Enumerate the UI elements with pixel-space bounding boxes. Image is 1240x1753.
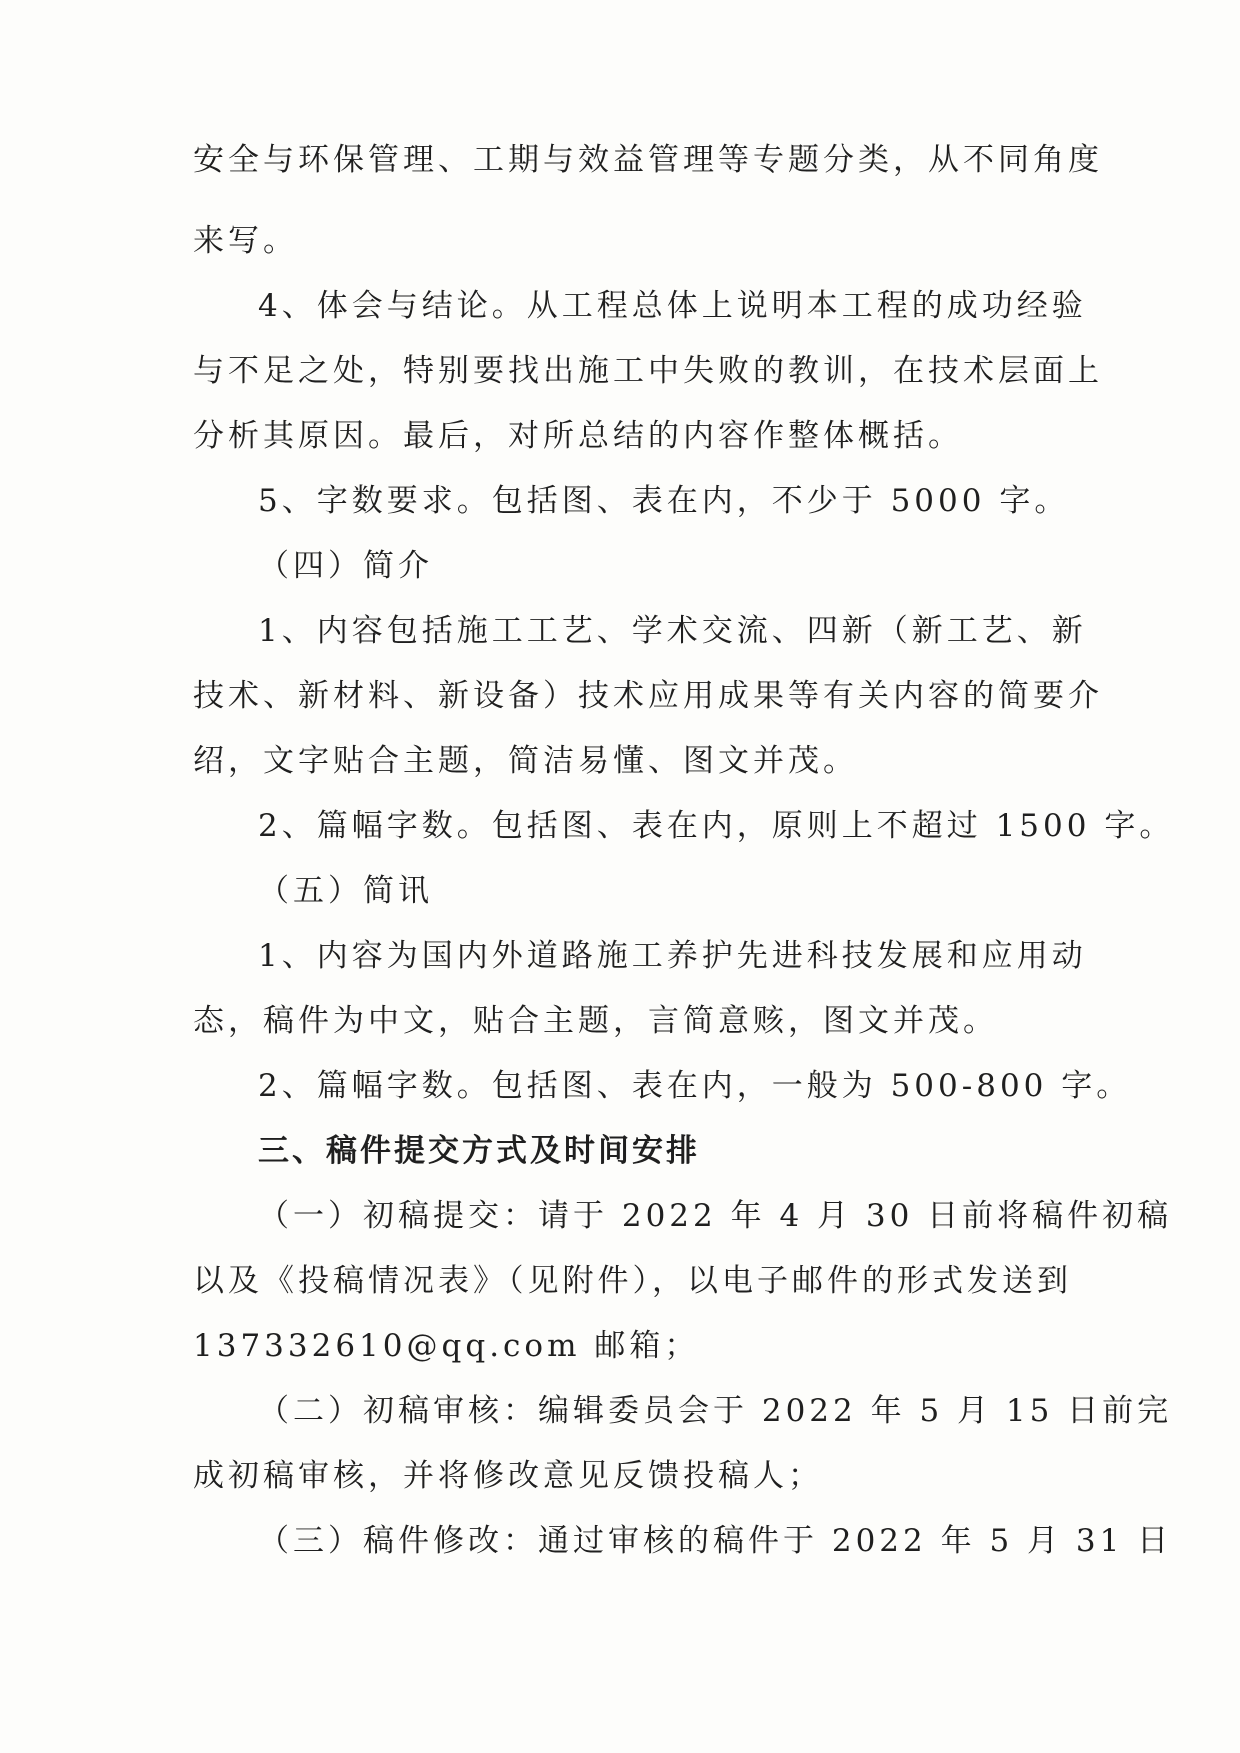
section-heading-news: （五）简讯	[258, 873, 433, 909]
line-14: 态，稿件为中文，贴合主题，言简意赅，图文并茂。	[193, 1003, 998, 1039]
line-6: 5、字数要求。包括图、表在内，不少于 5000 字。	[258, 483, 1070, 519]
line-13: 1、内容为国内外道路施工养护先进科技发展和应用动	[258, 938, 1087, 974]
line-1: 安全与环保管理、工期与效益管理等专题分类，从不同角度	[193, 142, 1103, 178]
line-2: 来写。	[193, 223, 298, 259]
line-21: 成初稿审核，并将修改意见反馈投稿人；	[193, 1458, 823, 1494]
line-5: 分析其原因。最后，对所总结的内容作整体概括。	[193, 418, 963, 454]
line-3: 4、体会与结论。从工程总体上说明本工程的成功经验	[258, 288, 1087, 324]
line-9: 技术、新材料、新设备）技术应用成果等有关内容的简要介	[193, 678, 1103, 714]
line-20: （二）初稿审核：编辑委员会于 2022 年 5 月 15 日前完	[258, 1393, 1173, 1429]
line-18: 以及《投稿情况表》（见附件），以电子邮件的形式发送到	[193, 1263, 1072, 1299]
line-15: 2、篇幅字数。包括图、表在内，一般为 500-800 字。	[258, 1068, 1132, 1104]
main-heading-submission: 三、稿件提交方式及时间安排	[258, 1133, 700, 1169]
line-4: 与不足之处，特别要找出施工中失败的教训，在技术层面上	[193, 353, 1103, 389]
line-8: 1、内容包括施工工艺、学术交流、四新（新工艺、新	[258, 613, 1087, 649]
section-heading-brief: （四）简介	[258, 548, 433, 584]
line-10: 绍，文字贴合主题，简洁易懂、图文并茂。	[193, 743, 858, 779]
line-17: （一）初稿提交：请于 2022 年 4 月 30 日前将稿件初稿	[258, 1198, 1173, 1234]
line-22: （三）稿件修改：通过审核的稿件于 2022 年 5 月 31 日	[258, 1523, 1173, 1559]
line-11: 2、篇幅字数。包括图、表在内，原则上不超过 1500 字。	[258, 808, 1175, 844]
line-19: 137332610@qq.com 邮箱；	[193, 1328, 700, 1364]
